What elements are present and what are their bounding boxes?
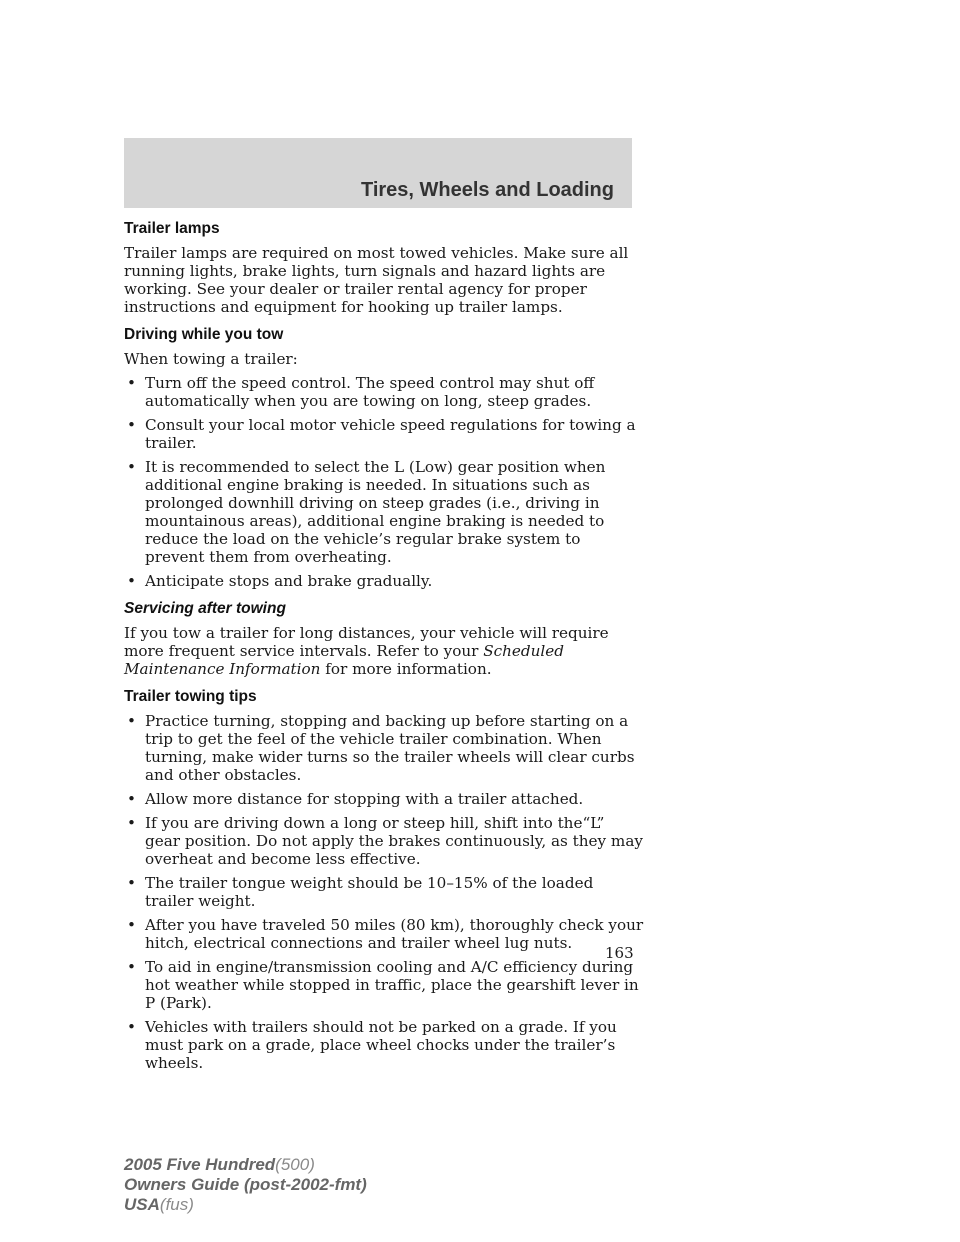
bullet: • bbox=[127, 712, 136, 730]
bullet: • bbox=[127, 416, 136, 434]
list-item: • It is recommended to select the L (Low) gear position when additional engine braking is needed. In situations such as prolonged downhill driving on steep grades (i.e., driving in mountainous areas), additional engine braking is needed to reduce the load on the vehicle’s regular brake system to prevent them from overheating. bbox=[127, 458, 606, 566]
footer-line-model: 2005 Five Hundred(500) bbox=[124, 1155, 315, 1174]
bullet: • bbox=[127, 1018, 136, 1036]
chapter-header-band bbox=[124, 138, 632, 208]
footer-line-market: USA(fus) bbox=[124, 1195, 194, 1214]
paragraph-driving-intro: When towing a trailer: bbox=[124, 350, 298, 368]
bullet: • bbox=[127, 814, 136, 832]
bullet: • bbox=[127, 874, 136, 892]
list-tips bbox=[124, 712, 644, 1072]
bullet: • bbox=[127, 458, 136, 476]
list-item: • Allow more distance for stopping with a trailer attached. bbox=[127, 790, 584, 808]
list-item: • Consult your local motor vehicle speed regulations for towing a trailer. bbox=[127, 416, 636, 452]
list-item: • After you have traveled 50 miles (80 km), thoroughly check your hitch, electrical connections and trailer wheel lug nuts. bbox=[127, 916, 644, 952]
reference-scheduled-maintenance: Scheduled Maintenance Information bbox=[124, 642, 564, 678]
list-item: • Anticipate stops and brake gradually. bbox=[127, 572, 433, 590]
paragraph-trailer-lamps: Trailer lamps are required on most towed vehicles. Make sure all running lights, brake lights, turn signals and hazard lights are working. See your dealer or trailer rental agency for proper instructions and equipment for hooking up trailer lamps. bbox=[124, 244, 629, 316]
paragraph-servicing: If you tow a trailer for long distances, your vehicle will require more frequent service intervals. Refer to your Scheduled Maintenance Information for more information. bbox=[124, 624, 609, 678]
list-item: • Vehicles with trailers should not be parked on a grade. If you must park on a grade, place wheel chocks under the trailer’s wheels. bbox=[127, 1018, 617, 1072]
chapter-title: Tires, Wheels and Loading bbox=[360, 179, 614, 201]
list-item: • Practice turning, stopping and backing up before starting on a trip to get the feel of the vehicle trailer combination. When turning, make wider turns so the trailer wheels will clear curbs and other obstacles. bbox=[127, 712, 635, 784]
page-number: 163 bbox=[605, 944, 634, 962]
footer-line-guide: Owners Guide (post-2002-fmt) bbox=[124, 1175, 367, 1194]
heading-driving-while-you-tow: Driving while you tow bbox=[124, 326, 284, 343]
heading-trailer-lamps: Trailer lamps bbox=[124, 220, 220, 237]
document-footer bbox=[124, 1155, 367, 1215]
bullet: • bbox=[127, 916, 136, 934]
list-item: • The trailer tongue weight should be 10–15% of the loaded trailer weight. bbox=[127, 874, 594, 910]
list-item: • If you are driving down a long or steep hill, shift into the“L” gear position. Do not apply the brakes continuously, as they may overheat and become less effective. bbox=[127, 814, 643, 868]
page-content bbox=[124, 220, 644, 1078]
heading-trailer-towing-tips: Trailer towing tips bbox=[124, 688, 257, 705]
bullet: • bbox=[127, 572, 136, 590]
list-item: • To aid in engine/transmission cooling and A/C efficiency during hot weather while stopped in traffic, place the gearshift lever in P (Park). bbox=[127, 958, 639, 1012]
bullet: • bbox=[127, 374, 136, 392]
list-driving bbox=[124, 374, 644, 590]
bullet: • bbox=[127, 958, 136, 976]
heading-servicing-after-towing: Servicing after towing bbox=[124, 600, 286, 617]
bullet: • bbox=[127, 790, 136, 808]
list-item: • Turn off the speed control. The speed control may shut off automatically when you are towing on long, steep grades. bbox=[127, 374, 595, 410]
